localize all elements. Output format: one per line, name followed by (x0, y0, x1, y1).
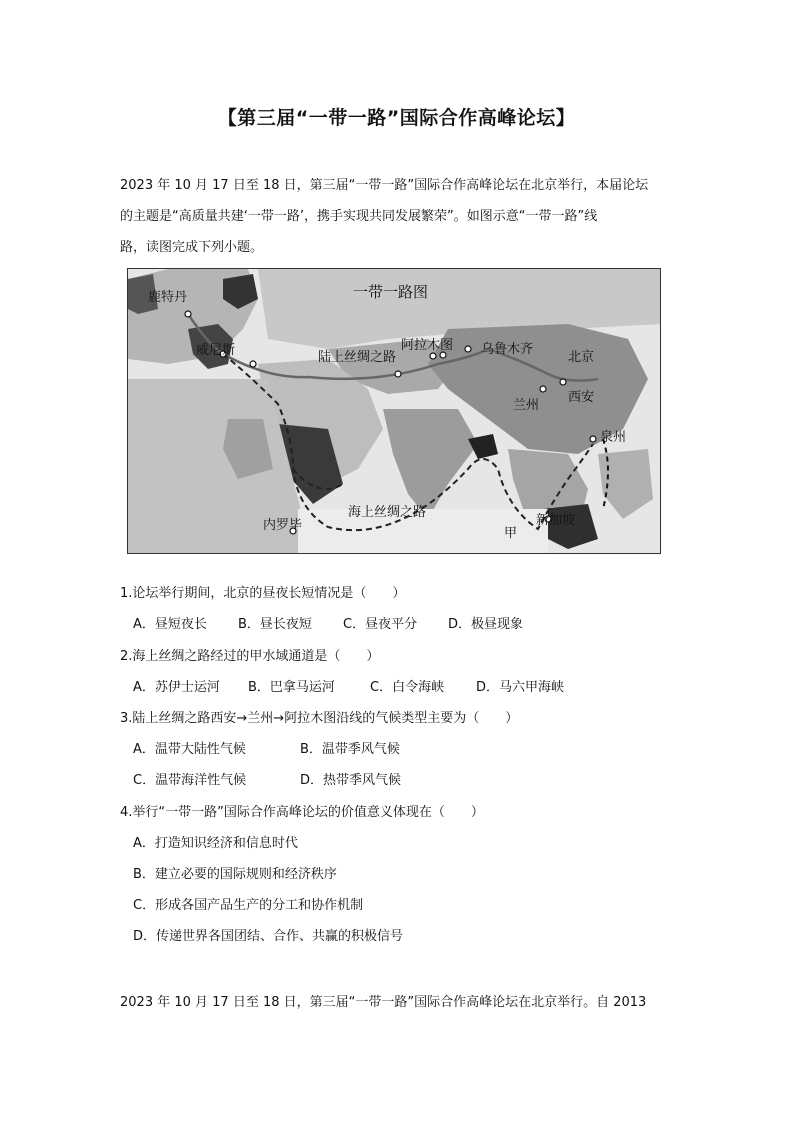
q2-option-d[interactable]: D．马六甲海峡 (476, 680, 565, 695)
q3-option-c[interactable]: C．温带海洋性气候 (133, 773, 247, 788)
q4-option-d[interactable]: D．传递世界各国团结、合作、共赢的积极信号 (133, 929, 404, 944)
label-almaty: 阿拉木图 (401, 338, 454, 353)
q2-option-a[interactable]: A．苏伊士运河 (133, 680, 220, 695)
map-title: 一带一路图 (353, 283, 429, 301)
q1-option-b[interactable]: B．昼长夜短 (238, 617, 312, 632)
intro-line-1: 2023 年 10 月 17 日至 18 日，第三届“一带一路”国际合作高峰论坛在北京举行，本届论坛 (120, 178, 649, 193)
label-beijing: 北京 (568, 350, 595, 365)
q1-option-c[interactable]: C．昼夜平分 (343, 617, 418, 632)
q3-option-d[interactable]: D．热带季风气候 (300, 773, 402, 788)
label-sea-route: 海上丝绸之路 (348, 505, 427, 520)
label-lanzhou: 兰州 (513, 398, 540, 413)
q4-option-c[interactable]: C．形成各国产品生产的分工和协作机制 (133, 898, 364, 913)
q2-option-c[interactable]: C．白令海峡 (370, 680, 445, 695)
question-3-stem: 3.陆上丝绸之路西安→兰州→阿拉木图沿线的气候类型主要为（ ） (120, 711, 519, 726)
label-nairobi: 内罗毕 (263, 518, 303, 533)
intro-line-2: 的主题是“高质量共建‘一带一路’，携手实现共同发展繁荣”。如图示意“一带一路”线 (120, 209, 598, 224)
outro-line: 2023 年 10 月 17 日至 18 日，第三届“一带一路”国际合作高峰论坛在北京举行。自 2013 (120, 995, 647, 1010)
label-xian: 西安 (568, 390, 595, 405)
question-1-stem: 1.论坛举行期间，北京的昼夜长短情况是（ ） (120, 586, 406, 601)
label-quanzhou: 泉州 (600, 430, 627, 445)
label-jia: 甲 (504, 526, 518, 541)
q3-option-a[interactable]: A．温带大陆性气候 (133, 742, 246, 757)
label-land-route: 陆上丝绸之路 (318, 350, 397, 365)
q4-option-b[interactable]: B．建立必要的国际规则和经济秩序 (133, 867, 337, 882)
q4-option-a[interactable]: A．打造知识经济和信息时代 (133, 836, 298, 851)
label-venice: 威尼斯 (196, 343, 236, 358)
label-singapore: 新加坡 (536, 513, 576, 528)
page-title: 【第三届“一带一路”国际合作高峰论坛】 (217, 107, 576, 129)
q3-option-b[interactable]: B．温带季风气候 (300, 742, 400, 757)
belt-road-map (127, 268, 661, 554)
q1-option-d[interactable]: D．极昼现象 (448, 617, 524, 632)
question-4-stem: 4.举行“一带一路”国际合作高峰论坛的价值意义体现在（ ） (120, 805, 484, 820)
question-2-stem: 2.海上丝绸之路经过的甲水域通道是（ ） (120, 649, 380, 664)
label-urumqi: 乌鲁木齐 (481, 342, 534, 357)
q2-option-b[interactable]: B．巴拿马运河 (248, 680, 335, 695)
intro-line-3: 路，读图完成下列小题。 (120, 240, 264, 255)
q1-option-a[interactable]: A．昼短夜长 (133, 617, 207, 632)
label-rotterdam: 鹿特丹 (148, 290, 188, 305)
